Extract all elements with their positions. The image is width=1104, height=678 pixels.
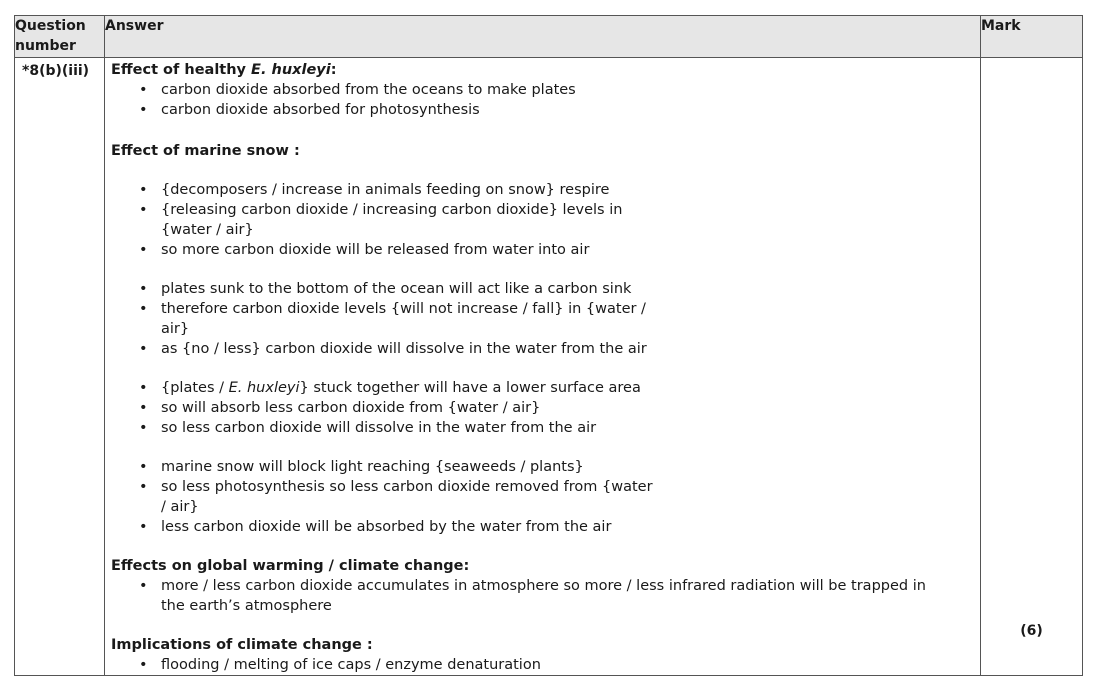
- mark-header: Mark: [981, 16, 1083, 58]
- list-item: • carbon dioxide absorbed for photosynthesis: [139, 102, 480, 118]
- marine-snow-group-1: [111, 180, 980, 260]
- list-item: • carbon dioxide absorbed from the oceans to make plates: [139, 82, 576, 98]
- mark-value: (6): [1020, 623, 1043, 639]
- list-item: • so will absorb less carbon dioxide from {water / air}: [139, 400, 541, 416]
- list-item: • so less photosynthesis so less carbon dioxide removed from {water / air}: [139, 479, 653, 515]
- list-item: • so more carbon dioxide will be released from water into air: [139, 242, 590, 258]
- mark-scheme-table: [14, 15, 1083, 676]
- list-item: • {plates / E. huxleyi} stuck together will have a lower surface area: [139, 380, 641, 396]
- healthy-heading-suffix: :: [330, 62, 337, 78]
- list-item: • flooding / melting of ice caps / enzyme denaturation: [139, 657, 541, 673]
- global-warming-list: [111, 576, 980, 616]
- list-item: • less carbon dioxide will be absorbed by the water from the air: [139, 519, 612, 535]
- list-item: • plates sunk to the bottom of the ocean will act like a carbon sink: [139, 281, 632, 297]
- answer-cell: [105, 58, 981, 676]
- marine-snow-group-3: [111, 378, 980, 438]
- answer-header: Answer: [105, 16, 981, 58]
- mark-cell: [981, 58, 1083, 676]
- list-item: • {releasing carbon dioxide / increasing carbon dioxide} levels in {water / air}: [139, 202, 623, 238]
- answer-row: [15, 58, 1083, 676]
- list-item: • {decomposers / increase in animals feeding on snow} respire: [139, 182, 610, 198]
- question-number-header: Question number: [15, 16, 105, 58]
- implications-list: [111, 655, 980, 675]
- global-warming-heading: Effects on global warming / climate change:: [111, 558, 470, 574]
- healthy-heading-species: E. huxleyi: [251, 62, 331, 78]
- header-row: [15, 16, 1083, 58]
- list-item: • marine snow will block light reaching {seaweeds / plants}: [139, 459, 584, 475]
- implications-heading: Implications of climate change :: [111, 637, 373, 653]
- list-item: • more / less carbon dioxide accumulates in atmosphere so more / less infrared radiation will be trapped in the earth’s atmosphere: [139, 578, 926, 614]
- marine-snow-group-2: [111, 279, 980, 359]
- healthy-heading-prefix: Effect of healthy: [111, 62, 252, 78]
- list-item: • therefore carbon dioxide levels {will not increase / fall} in {water / air}: [139, 301, 646, 337]
- question-number: *8(b)(iii): [15, 58, 105, 676]
- healthy-list: [111, 80, 980, 120]
- marine-snow-heading: Effect of marine snow :: [111, 143, 300, 159]
- marine-snow-group-4: [111, 457, 980, 537]
- list-item: • so less carbon dioxide will dissolve in the water from the air: [139, 420, 597, 436]
- healthy-heading: [111, 60, 980, 80]
- list-item: • as {no / less} carbon dioxide will dissolve in the water from the air: [139, 341, 647, 357]
